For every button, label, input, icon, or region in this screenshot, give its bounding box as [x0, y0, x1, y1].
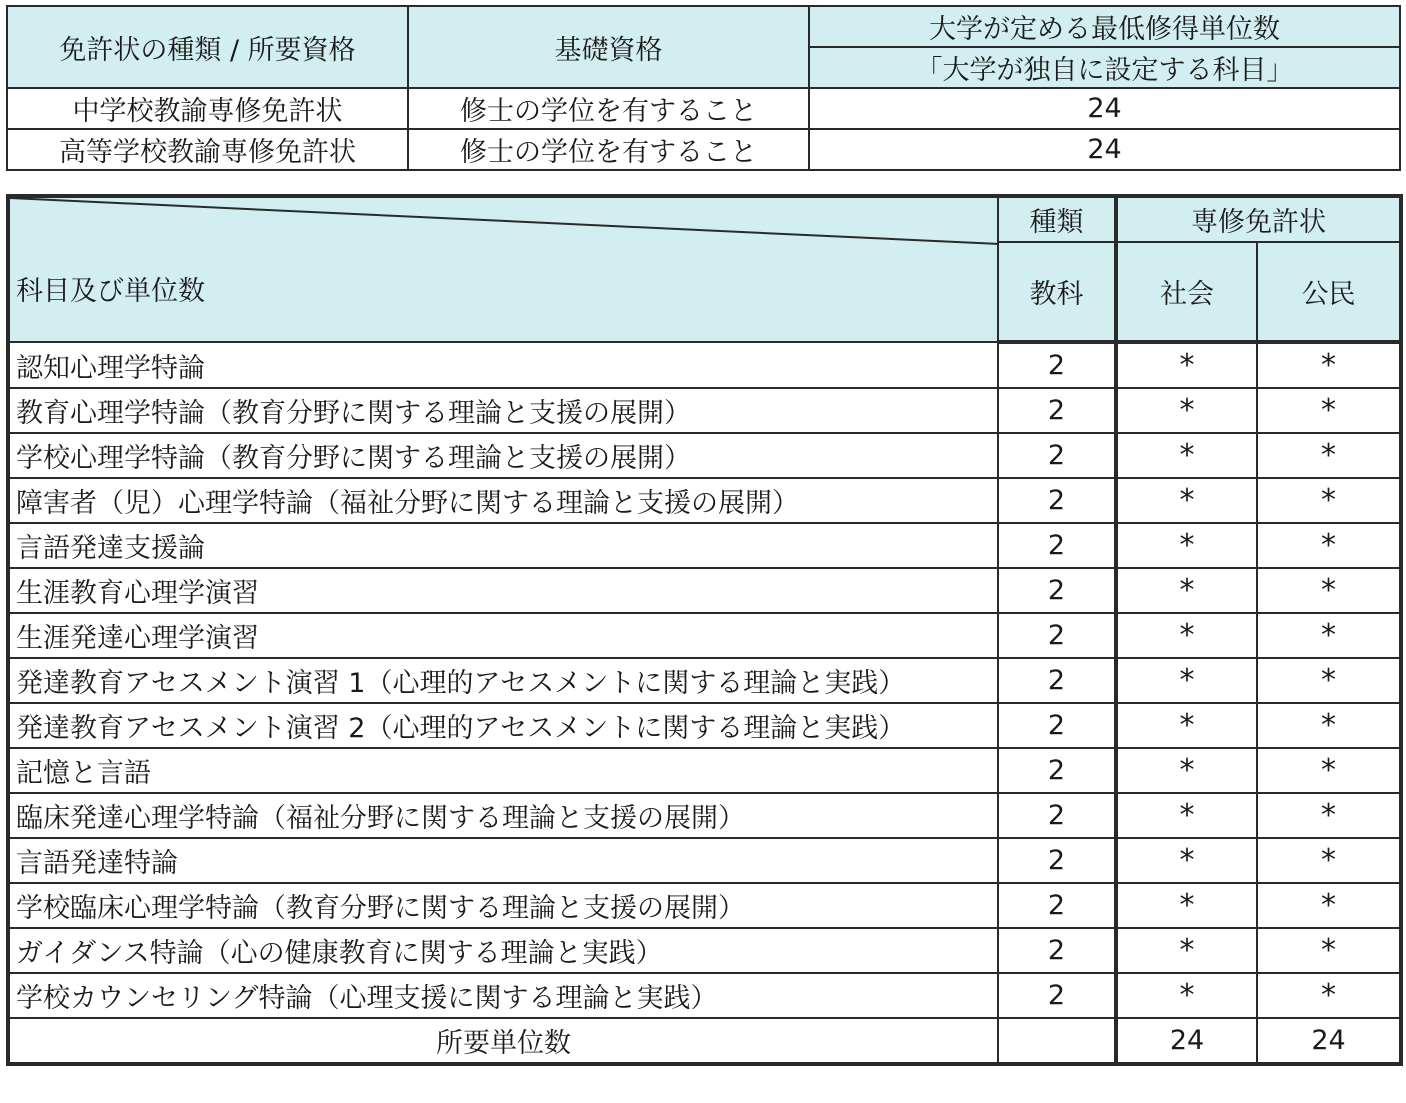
- social-mark: *: [1116, 568, 1257, 613]
- social-mark: *: [1116, 973, 1257, 1018]
- social-mark: *: [1116, 342, 1257, 388]
- course-name: 認知心理学特論: [8, 342, 998, 388]
- course-credits: 2: [998, 433, 1116, 478]
- header-type: 種類: [998, 196, 1116, 242]
- table-row: [7, 88, 1400, 129]
- civics-mark: *: [1257, 388, 1401, 433]
- table-row: [8, 748, 1401, 793]
- table-row: [8, 433, 1401, 478]
- course-name: 学校臨床心理学特論（教育分野に関する理論と支援の展開）: [8, 883, 998, 928]
- course-name: 生涯発達心理学演習: [8, 613, 998, 658]
- course-credits: 2: [998, 703, 1116, 748]
- header-civics: 公民: [1257, 242, 1401, 342]
- course-name: 言語発達特論: [8, 838, 998, 883]
- course-credits: 2: [998, 838, 1116, 883]
- course-name: 障害者（児）心理学特論（福祉分野に関する理論と支援の展開）: [8, 478, 998, 523]
- subject-credits-table: [6, 194, 1403, 1066]
- course-name: 記憶と言語: [8, 748, 998, 793]
- civics-mark: *: [1257, 613, 1401, 658]
- required-credits-label: 所要単位数: [8, 1018, 998, 1064]
- qualification: 修士の学位を有すること: [408, 129, 809, 170]
- course-credits: 2: [998, 748, 1116, 793]
- social-mark: *: [1116, 433, 1257, 478]
- credits: 24: [809, 129, 1400, 170]
- social-mark: *: [1116, 928, 1257, 973]
- table-row: [8, 883, 1401, 928]
- civics-mark: *: [1257, 793, 1401, 838]
- header-basic-qualification: 基礎資格: [408, 6, 809, 88]
- qualification: 修士の学位を有すること: [408, 88, 809, 129]
- social-mark: *: [1116, 703, 1257, 748]
- civics-mark: *: [1257, 433, 1401, 478]
- civics-mark: *: [1257, 523, 1401, 568]
- table-row: [8, 568, 1401, 613]
- header-license-group: 専修免許状: [1116, 196, 1401, 242]
- course-credits: 2: [998, 478, 1116, 523]
- course-name: ガイダンス特論（心の健康教育に関する理論と実践）: [8, 928, 998, 973]
- course-credits: 2: [998, 658, 1116, 703]
- civics-mark: *: [1257, 478, 1401, 523]
- header-social: 社会: [1116, 242, 1257, 342]
- license-name: 高等学校教諭専修免許状: [7, 129, 408, 170]
- table-row: [8, 793, 1401, 838]
- license-requirements-table: [6, 5, 1401, 171]
- license-name: 中学校教諭専修免許状: [7, 88, 408, 129]
- social-mark: *: [1116, 748, 1257, 793]
- table-row: [8, 973, 1401, 1018]
- header-min-credits: 大学が定める最低修得単位数: [809, 6, 1400, 47]
- course-name: 臨床発達心理学特論（福祉分野に関する理論と支援の展開）: [8, 793, 998, 838]
- course-credits: 2: [998, 342, 1116, 388]
- table-row: [8, 523, 1401, 568]
- diagonal-divider: [10, 198, 998, 246]
- table-row: [8, 388, 1401, 433]
- social-mark: *: [1116, 613, 1257, 658]
- table-row: [7, 129, 1400, 170]
- civics-mark: *: [1257, 568, 1401, 613]
- course-name: 言語発達支援論: [8, 523, 998, 568]
- course-name: 発達教育アセスメント演習 2（心理的アセスメントに関する理論と実践）: [8, 703, 998, 748]
- civics-mark: *: [1257, 973, 1401, 1018]
- civics-mark: *: [1257, 748, 1401, 793]
- course-name: 教育心理学特論（教育分野に関する理論と支援の展開）: [8, 388, 998, 433]
- table-row: [8, 928, 1401, 973]
- civics-mark: *: [1257, 342, 1401, 388]
- course-credits: 2: [998, 883, 1116, 928]
- civics-mark: *: [1257, 838, 1401, 883]
- course-name: 生涯教育心理学演習: [8, 568, 998, 613]
- table-footer-row: [8, 1018, 1401, 1064]
- course-credits: 2: [998, 793, 1116, 838]
- table-row: [8, 342, 1401, 388]
- header-min-credits-note: 「大学が独自に設定する科目」: [809, 47, 1400, 88]
- civics-mark: *: [1257, 928, 1401, 973]
- course-credits: 2: [998, 928, 1116, 973]
- course-credits: 2: [998, 613, 1116, 658]
- header-subject: 教科: [998, 242, 1116, 342]
- course-credits: 2: [998, 568, 1116, 613]
- required-credits-social: 24: [1116, 1018, 1257, 1064]
- social-mark: *: [1116, 478, 1257, 523]
- social-mark: *: [1116, 523, 1257, 568]
- course-name: 学校心理学特論（教育分野に関する理論と支援の展開）: [8, 433, 998, 478]
- header-license-type: 免許状の種類 / 所要資格: [7, 6, 408, 88]
- table-row: [8, 658, 1401, 703]
- table-row: [8, 838, 1401, 883]
- social-mark: *: [1116, 883, 1257, 928]
- social-mark: *: [1116, 793, 1257, 838]
- course-credits: 2: [998, 973, 1116, 1018]
- corner-header-cell: [8, 196, 998, 342]
- required-credits-civics: 24: [1257, 1018, 1401, 1064]
- table-row: [8, 478, 1401, 523]
- civics-mark: *: [1257, 658, 1401, 703]
- course-credits: 2: [998, 523, 1116, 568]
- corner-label: 科目及び単位数: [16, 276, 205, 307]
- course-name: 発達教育アセスメント演習 1（心理的アセスメントに関する理論と実践）: [8, 658, 998, 703]
- required-credits-subject: [998, 1018, 1116, 1064]
- table-row: [8, 703, 1401, 748]
- table-row: [8, 613, 1401, 658]
- social-mark: *: [1116, 658, 1257, 703]
- social-mark: *: [1116, 388, 1257, 433]
- civics-mark: *: [1257, 883, 1401, 928]
- table-header-row: [8, 196, 1401, 242]
- table-header-row: [7, 6, 1400, 47]
- social-mark: *: [1116, 838, 1257, 883]
- course-credits: 2: [998, 388, 1116, 433]
- civics-mark: *: [1257, 703, 1401, 748]
- credits: 24: [809, 88, 1400, 129]
- course-name: 学校カウンセリング特論（心理支援に関する理論と実践）: [8, 973, 998, 1018]
